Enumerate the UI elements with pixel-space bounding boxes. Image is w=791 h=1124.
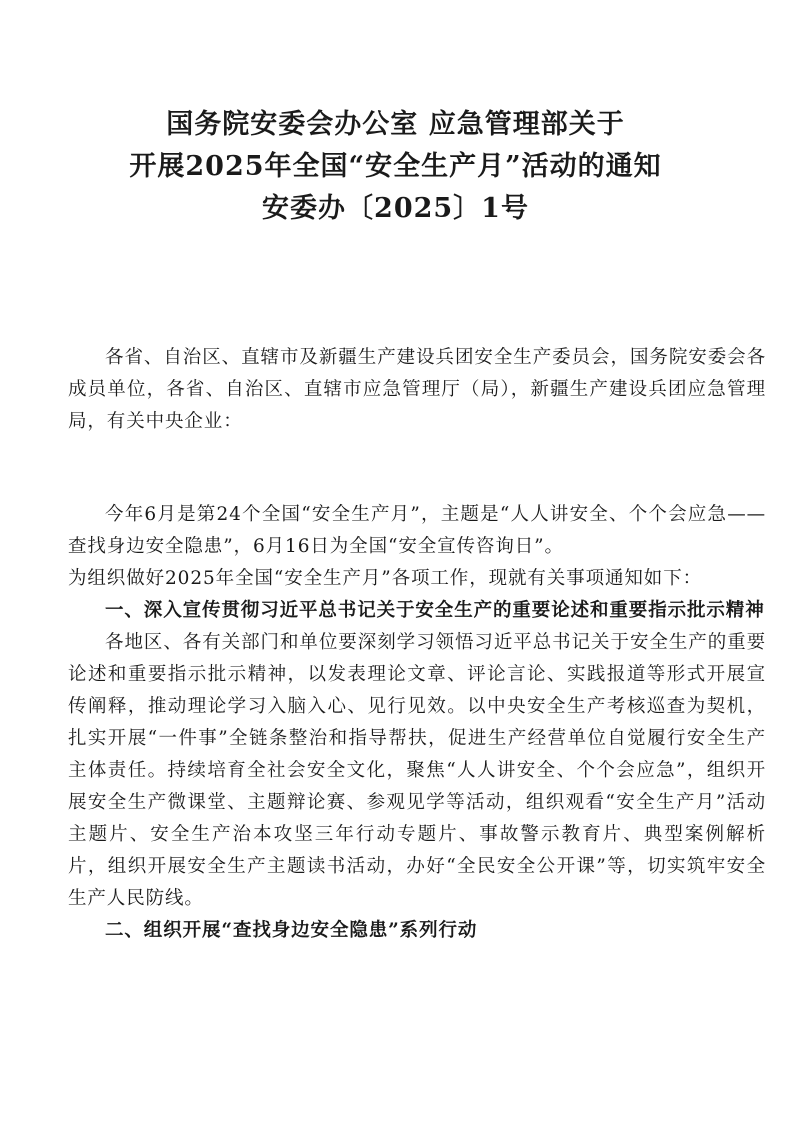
intro-paragraph: 今年6月是第24个全国“安全生产月”，主题是“人人讲安全、个个会应急——查找身边安全隐患”，6月16日为全国“安全宣传咨询日”。 (68, 504, 766, 557)
main-body (68, 499, 766, 947)
section-2-heading: 二、组织开展“查找身边安全隐患”系列行动 (105, 920, 478, 941)
addressee-paragraph: 各省、自治区、直辖市及新疆生产建设兵团安全生产委员会，国务院安委会各成员单位，各省、自治区、直辖市应急管理厅（局），新疆生产建设兵团应急管理局，有关中央企业： (68, 347, 766, 432)
intro-continuation: 为组织做好2025年全国“安全生产月”各项工作，现就有关事项通知如下： (68, 568, 702, 589)
document-title (0, 104, 791, 230)
title-line-1: 国务院安委会办公室 应急管理部关于 (166, 109, 625, 140)
title-line-2: 开展2025年全国“安全生产月”活动的通知 (129, 151, 662, 182)
document-number: 安委办〔2025〕1号 (262, 193, 529, 224)
section-1-heading: 一、深入宣传贯彻习近平总书记关于安全生产的重要论述和重要指示批示精神 (105, 600, 765, 621)
section-1-body: 各地区、各有关部门和单位要深刻学习领悟习近平总书记关于安全生产的重要论述和重要指示批示精神，以发表理论文章、评论言论、实践报道等形式开展宣传阐释，推动理论学习入脑入心、见行见效。以中央安全生产考核巡查为契机，扎实开展“一件事”全链条整治和指导帮扶，促进生产经营单位自觉履行安全生产主体责任。持续培育全社会安全文化，聚焦“人人讲安全、个个会应急”，组织开展安全生产微课堂、主题辩论赛、参观见学等活动，组织观看“安全生产月”活动主题片、安全生产治本攻坚三年行动专题片、事故警示教育片、典型案例解析片，组织开展安全生产主题读书活动，办好“全民安全公开课”等，切实筑牢安全生产人民防线。 (68, 632, 766, 909)
addressee-block (68, 342, 766, 438)
